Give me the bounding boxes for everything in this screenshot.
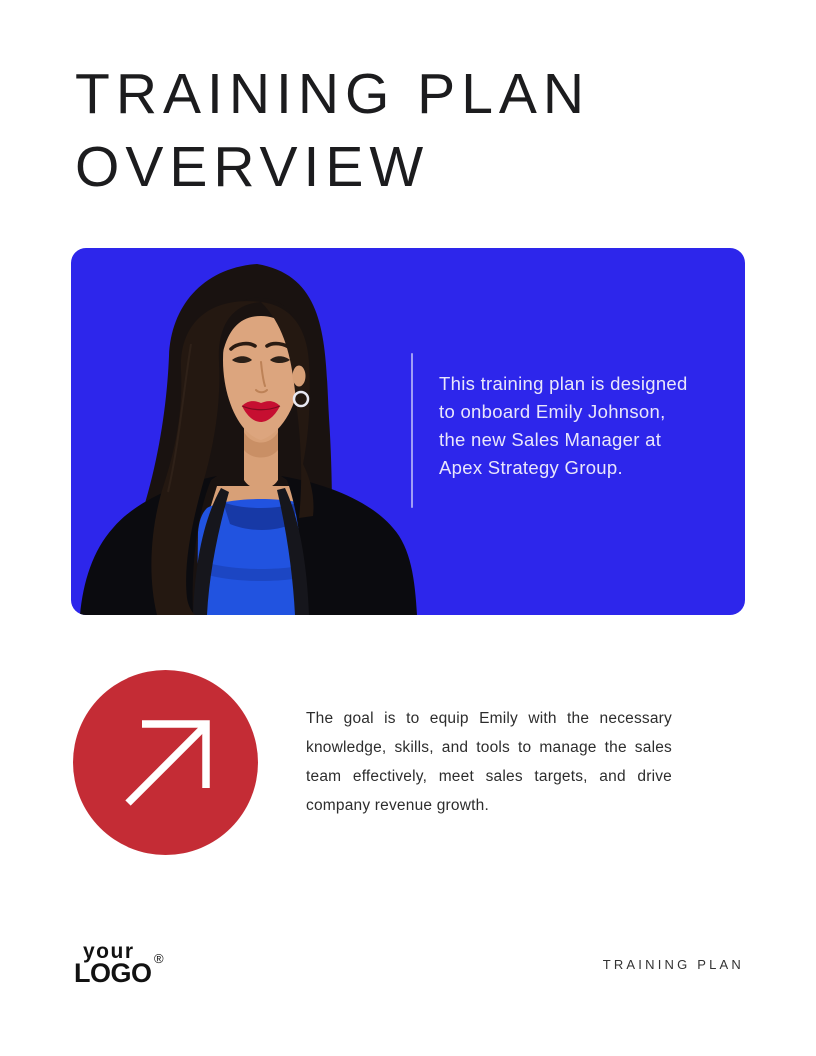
hero-card: [71, 248, 745, 615]
hero-paragraph-line: the new Sales Manager at: [439, 429, 662, 450]
goal-paragraph: The goal is to equip Emily with the necessary knowledge, skills, and tools to manage the sales team effectively, meet sales targets, and drive company revenue growth.: [306, 710, 672, 814]
hero-paragraph-line: to onboard Emily Johnson,: [439, 401, 666, 422]
portrait-photo: [71, 248, 417, 615]
page-title-line1: TRAINING PLAN: [75, 62, 591, 126]
logo-word-your: your: [83, 940, 135, 963]
arrow-up-right-icon: [73, 670, 258, 855]
vertical-divider: [411, 353, 413, 508]
hero-paragraph-line: Apex Strategy Group.: [439, 457, 623, 478]
hero-paragraph-line: This training plan is designed: [439, 373, 688, 394]
goal-icon-circle: [73, 670, 258, 855]
page-title: [75, 58, 590, 204]
registered-trademark-icon: ®: [154, 951, 164, 966]
logo-word-logo: LOGO: [74, 958, 152, 988]
hero-paragraph: [439, 370, 729, 482]
page-title-line2: OVERVIEW: [75, 135, 430, 199]
footer-page-label: TRAINING PLAN: [602, 957, 744, 972]
company-logo: [74, 941, 174, 986]
